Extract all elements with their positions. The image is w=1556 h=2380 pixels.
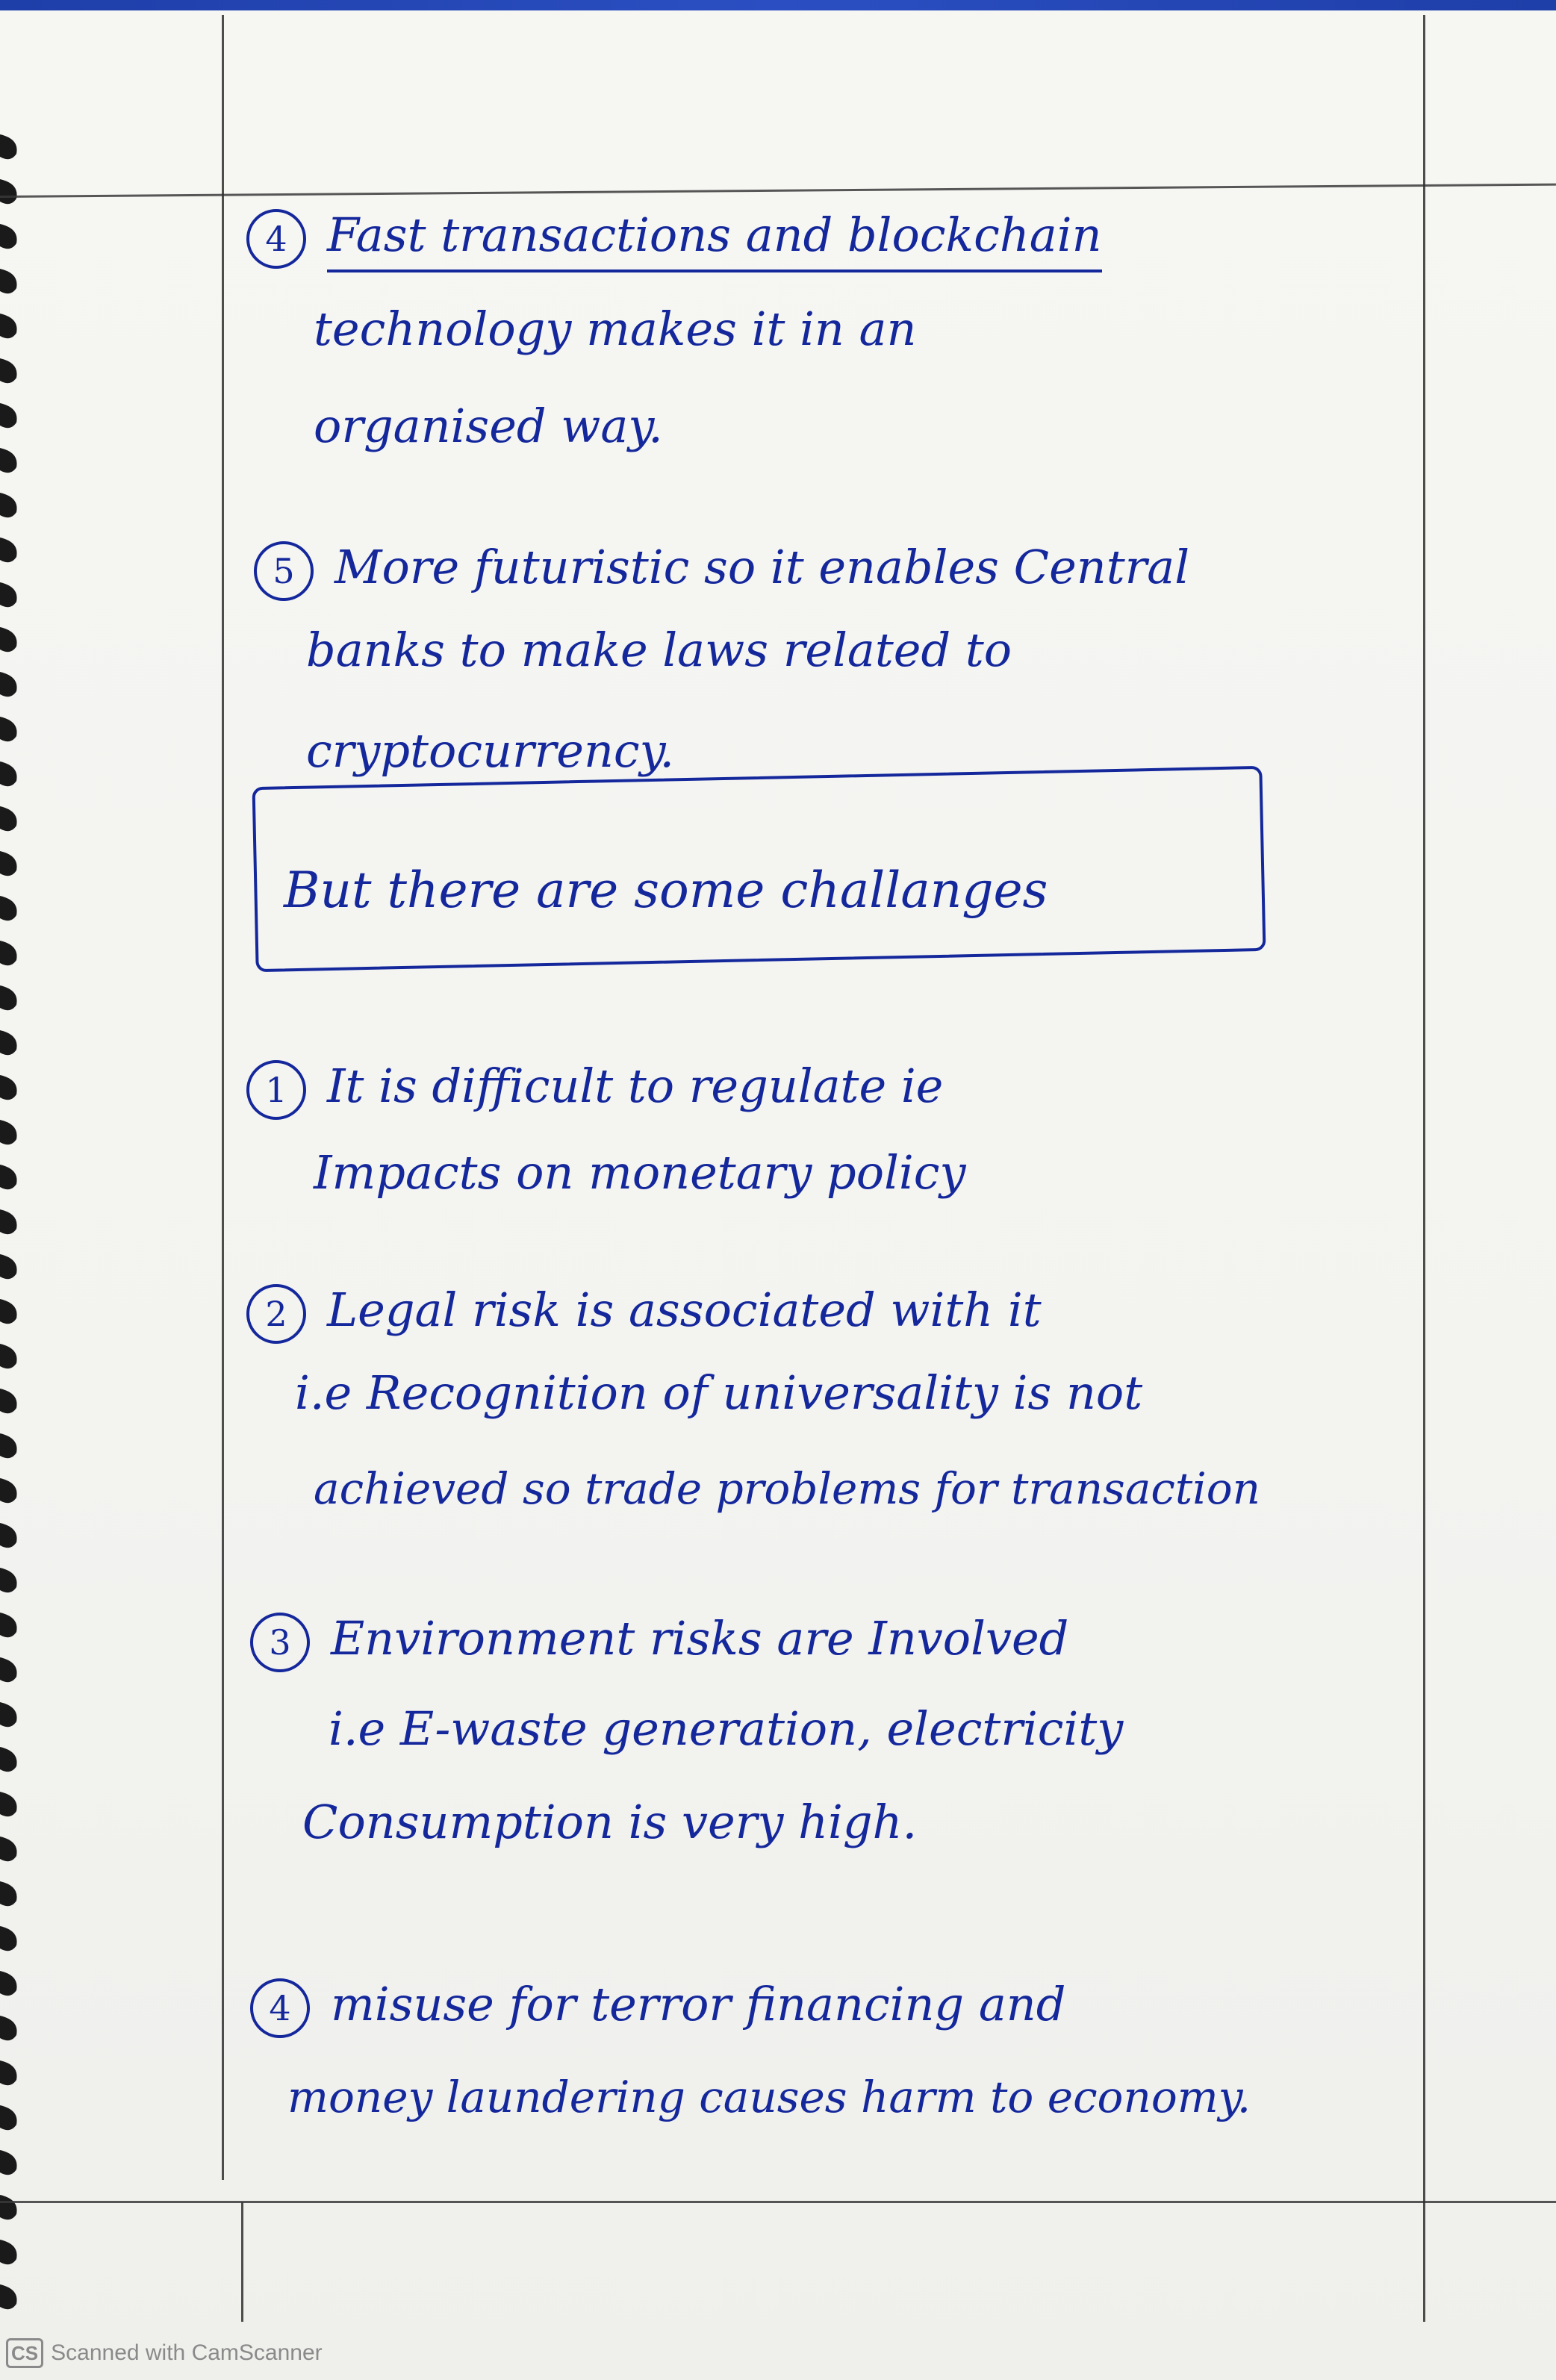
spiral-coil (0, 627, 17, 652)
challenge-2-line-1 (246, 1284, 1042, 1344)
spiral-coil (0, 1523, 17, 1548)
spiral-coil (0, 1881, 17, 1906)
point-number-badge: 1 (246, 1060, 306, 1120)
spiral-coil (0, 1613, 17, 1637)
spiral-coil (0, 1747, 17, 1772)
top-ruled-line (0, 184, 1556, 198)
challenge-3-text-1: Environment risks are Involved (331, 1611, 1069, 1666)
camscanner-watermark (6, 2338, 323, 2368)
right-margin-line (1423, 15, 1425, 2322)
section-5-line-2: banks to make laws related to (306, 623, 1012, 677)
spiral-coil (0, 1568, 17, 1592)
spiral-coil (0, 1478, 17, 1503)
camscanner-logo: CS (6, 2338, 43, 2368)
challenge-2-line-3: achieved so trade problems for transaction (314, 1463, 1261, 1514)
spiral-coil (0, 806, 17, 831)
point-number-badge: 4 (250, 1978, 310, 2038)
section-4-line-2: technology makes it in an (314, 302, 917, 356)
spiral-coil (0, 179, 17, 204)
spiral-coil (0, 2195, 17, 2219)
bottom-ruled-line (0, 2201, 1556, 2203)
section-4-line-1 (246, 209, 1102, 269)
camscanner-text: Scanned with CamScanner (51, 2340, 323, 2365)
page-top-edge (0, 0, 1556, 10)
spiral-coil (0, 985, 17, 1010)
section-4-line-3: organised way. (314, 399, 663, 453)
spiral-coil (0, 1837, 17, 1861)
challenge-3-line-3: Consumption is very high. (302, 1795, 918, 1849)
spiral-coil (0, 1030, 17, 1055)
spiral-coil (0, 1792, 17, 1816)
spiral-coil (0, 717, 17, 741)
section-5-text-1: More futuristic so it enables Central (334, 540, 1190, 595)
spiral-coil (0, 314, 17, 338)
point-number-badge: 3 (250, 1613, 310, 1672)
spiral-coil (0, 1433, 17, 1458)
spiral-coil (0, 1344, 17, 1368)
spiral-coil (0, 2060, 17, 2085)
spiral-coil (0, 1702, 17, 1727)
spiral-coil (0, 1209, 17, 1234)
spiral-coil (0, 582, 17, 607)
left-margin-line (222, 15, 224, 2180)
spiral-coil (0, 269, 17, 293)
spiral-coil (0, 1165, 17, 1189)
challenge-4-line-1 (250, 1978, 1065, 2038)
spiral-coil (0, 538, 17, 562)
point-number-badge: 4 (246, 209, 306, 269)
spiral-coil (0, 1254, 17, 1279)
challenges-heading: But there are some challanges (284, 862, 1048, 919)
spiral-coil (0, 851, 17, 876)
challenge-2-text-1: Legal risk is associated with it (327, 1283, 1042, 1338)
spiral-coil (0, 896, 17, 920)
spiral-coil (0, 2016, 17, 2040)
spiral-coil (0, 1299, 17, 1324)
challenge-1-line-1 (246, 1060, 943, 1120)
spiral-coil (0, 1657, 17, 1682)
point-number-badge: 2 (246, 1284, 306, 1344)
section-5-line-1 (254, 541, 1189, 601)
point-number-badge: 5 (254, 541, 314, 601)
spiral-coil (0, 761, 17, 786)
left-margin-line-lower (241, 2202, 243, 2322)
spiral-coil (0, 134, 17, 159)
spiral-coil (0, 493, 17, 517)
spiral-coil (0, 224, 17, 249)
spiral-binding (0, 134, 30, 2337)
spiral-coil (0, 2105, 17, 2130)
spiral-coil (0, 1120, 17, 1144)
spiral-coil (0, 1926, 17, 1951)
spiral-coil (0, 2284, 17, 2309)
challenge-3-line-1 (250, 1613, 1068, 1672)
spiral-coil (0, 403, 17, 428)
challenge-1-text-1: It is difficult to regulate ie (327, 1059, 944, 1114)
spiral-coil (0, 2150, 17, 2175)
challenge-1-line-2: Impacts on monetary policy (314, 1145, 966, 1200)
section-4-text-1: Fast transactions and blockchain (327, 208, 1102, 272)
spiral-coil (0, 1389, 17, 1413)
spiral-coil (0, 2240, 17, 2264)
spiral-coil (0, 448, 17, 473)
spiral-coil (0, 358, 17, 383)
spiral-coil (0, 1075, 17, 1100)
challenge-3-line-2: i.e E-waste generation, electricity (329, 1701, 1124, 1756)
challenge-4-line-2: money laundering causes harm to economy. (287, 2072, 1251, 2122)
spiral-coil (0, 941, 17, 965)
spiral-coil (0, 1971, 17, 1996)
section-5-line-3: cryptocurrency. (306, 723, 675, 778)
challenge-2-line-2: i.e Recognition of universality is not (295, 1365, 1143, 1420)
spiral-coil (0, 672, 17, 697)
challenge-4-text-1: misuse for terror financing and (331, 1977, 1066, 2032)
